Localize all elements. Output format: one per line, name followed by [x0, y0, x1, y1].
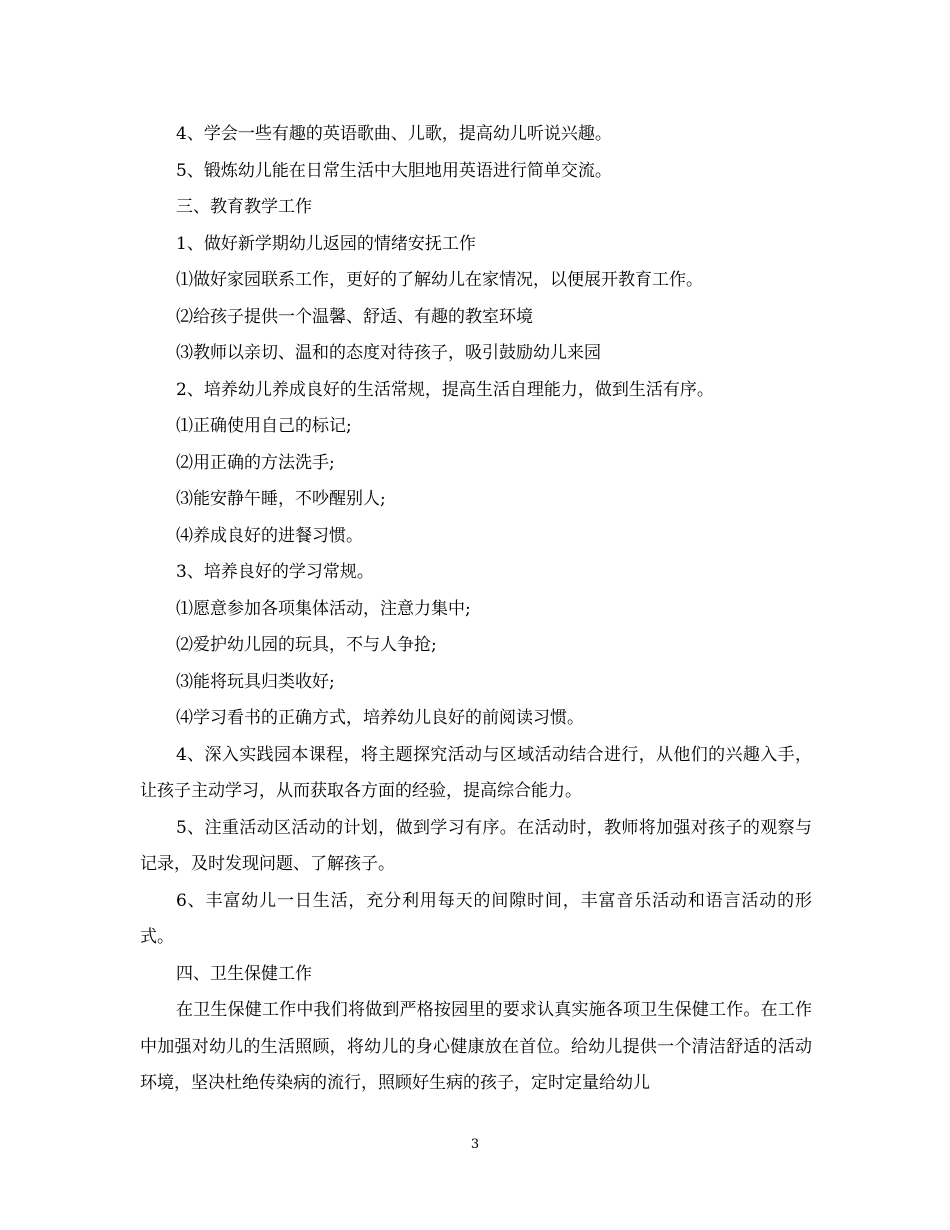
list-item-tidy-toys: ⑶能将玩具归类收好; — [176, 671, 335, 692]
list-item-nap: ⑶能安静午睡，不吵醒别人; — [176, 489, 386, 509]
list-item-classroom-environment: ⑵给孩子提供一个温馨、舒适、有趣的教室环境 — [176, 306, 533, 327]
paragraph-health-care: 在卫生保健工作中我们将做到严格按园里的要求认真实施各项卫生保健工作。在工作中加强对幼儿的生活照顾，将幼儿的身心健康放在首位。给幼儿提供一个清洁舒适的活动环境，坚决杜绝传染病的流行，照顾好生病的孩子，定时定量给幼儿 — [140, 1000, 812, 1093]
section-heading-health: 四、卫生保健工作 — [176, 963, 312, 984]
list-item-reading: ⑷学习看书的正确方式，培养幼儿良好的前阅读习惯。 — [176, 708, 584, 728]
list-item-group-activities: ⑴愿意参加各项集体活动，注意力集中; — [176, 598, 471, 619]
list-item-hand-washing: ⑵用正确的方法洗手; — [176, 452, 335, 473]
paragraph-daily-life: 6、丰富幼儿一日生活，充分利用每天的间隙时间，丰富音乐活动和语言活动的形式。 — [140, 890, 812, 947]
paragraph-learning-routines: 3、培养良好的学习常规。 — [176, 562, 374, 582]
paragraph-curriculum: 4、深入实践园本课程，将主题探究活动与区域活动结合进行，从他们的兴趣入手，让孩子主动学习，从而获取各方面的经验，提高综合能力。 — [140, 744, 812, 801]
list-item-teacher-attitude: ⑶教师以亲切、温和的态度对待孩子，吸引鼓励幼儿来园 — [176, 343, 601, 363]
page-number: 3 — [470, 1137, 480, 1152]
list-item-own-mark: ⑴正确使用自己的标记; — [176, 416, 352, 436]
section-heading-teaching: 三、教育教学工作 — [176, 197, 312, 217]
paragraph-english-songs: 4、学会一些有趣的英语歌曲、儿歌，提高幼儿听说兴趣。 — [176, 124, 612, 144]
paragraph-life-routines: 2、培养幼儿养成良好的生活常规，提高生活自理能力，做到生活有序。 — [176, 379, 714, 400]
paragraph-emotional-comfort: 1、做好新学期幼儿返园的情绪安抚工作 — [176, 233, 476, 254]
list-item-toys-care: ⑵爱护幼儿园的玩具，不与人争抢; — [176, 635, 437, 655]
paragraph-english-communication: 5、锻炼幼儿能在日常生活中大胆地用英语进行简单交流。 — [176, 160, 612, 181]
paragraph-activity-areas: 5、注重活动区活动的计划，做到学习有序。在活动时，教师将加强对孩子的观察与记录，及时发现问题、了解孩子。 — [140, 817, 812, 874]
list-item-eating-habits: ⑷养成良好的进餐习惯。 — [176, 525, 363, 546]
document-body — [140, 116, 812, 1102]
list-item-home-contact: ⑴做好家园联系工作，更好的了解幼儿在家情况，以便展开教育工作。 — [176, 270, 703, 290]
